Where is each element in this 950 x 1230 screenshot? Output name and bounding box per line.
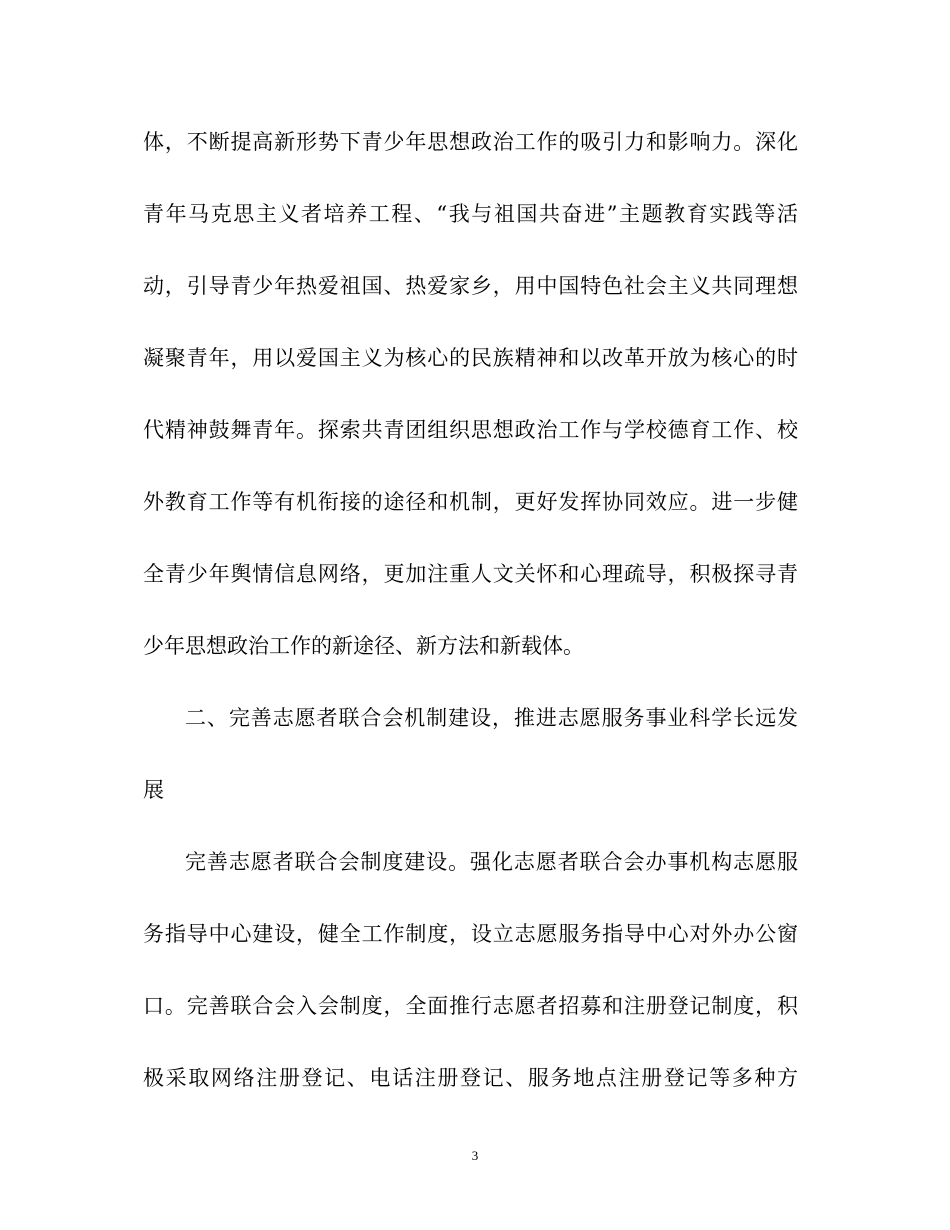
section-heading-line: 展 bbox=[143, 778, 164, 802]
text-line: 极采取网络注册登记、电话注册登记、服务地点注册登记等多种方 bbox=[143, 1066, 798, 1090]
text-line: 务指导中心建设，健全工作制度，设立志愿服务指导中心对外办公窗 bbox=[143, 922, 798, 946]
text-line: 凝聚青年，用以爱国主义为核心的民族精神和以改革开放为核心的时 bbox=[143, 346, 798, 370]
text-line: 完善志愿者联合会制度建设。强化志愿者联合会办事机构志愿服 bbox=[185, 850, 798, 874]
text-line: 口。完善联合会入会制度，全面推行志愿者招募和注册登记制度，积 bbox=[143, 994, 798, 1018]
text-line: 体，不断提高新形势下青少年思想政治工作的吸引力和影响力。深化 bbox=[143, 130, 798, 154]
page-number: 3 bbox=[471, 1148, 479, 1163]
text-line: 少年思想政治工作的新途径、新方法和新载体。 bbox=[143, 634, 584, 658]
text-line: 外教育工作等有机衔接的途径和机制，更好发挥协同效应。进一步健 bbox=[143, 490, 798, 514]
text-line: 青年马克思主义者培养工程、“我与祖国共奋进”主题教育实践等活 bbox=[143, 202, 798, 226]
section-heading-line: 二、完善志愿者联合会机制建设，推进志愿服务事业科学长远发 bbox=[185, 706, 798, 730]
body-text bbox=[143, 106, 798, 1114]
text-line: 动，引导青少年热爱祖国、热爱家乡，用中国特色社会主义共同理想 bbox=[143, 274, 798, 298]
text-line: 代精神鼓舞青年。探索共青团组织思想政治工作与学校德育工作、校 bbox=[143, 418, 798, 442]
text-line: 全青少年舆情信息网络，更加注重人文关怀和心理疏导，积极探寻青 bbox=[143, 562, 798, 586]
